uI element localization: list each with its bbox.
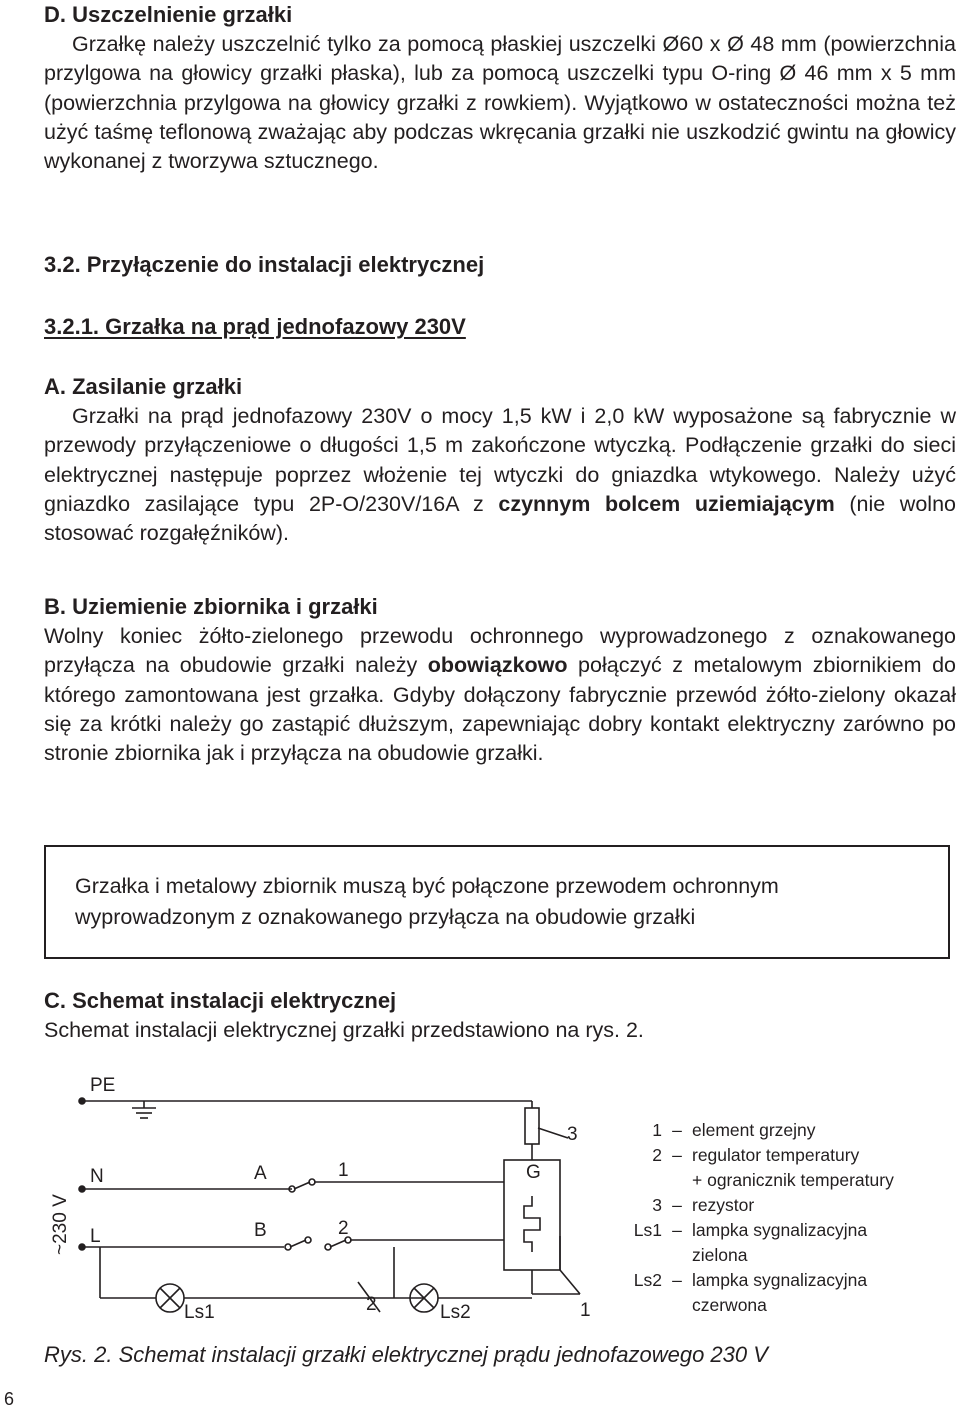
notice-box	[44, 845, 950, 959]
legend-item: Ls1 – lampka sygnalizacyjna	[633, 1220, 868, 1240]
section-c	[44, 986, 956, 1045]
section-b-text-bold: obowiązkowo	[427, 653, 568, 678]
section-d-heading: D. Uszczelnienie grzałki	[44, 2, 293, 27]
section-3-2-1-heading: 3.2.1. Grzałka na prąd jednofazowy 230V	[44, 314, 466, 339]
legend-item: 3 – rezystor	[652, 1195, 755, 1215]
notice-text	[75, 871, 779, 933]
section-3-2-heading: 3.2. Przyłączenie do instalacji elektrycznej	[44, 252, 485, 277]
legend-item-cont: zielona	[692, 1245, 748, 1265]
resistor-icon	[525, 1108, 539, 1144]
section-b-text-end: połączyć z metalowym zbiornikiem do którego zamontowana jest grzałka. Gdyby dołączony fabrycznie przewód żółto-zielony okazał się za krótki należy go zastąpić dłuższym, zapewniając dobry kontakt elektryczny zarówno po stronie zbiornika jak i przyłącza na obudowie grzałki.	[44, 653, 956, 766]
switch-b-label: B	[254, 1220, 267, 1241]
legend-item: Ls2 – lampka sygnalizacyjna	[633, 1270, 868, 1290]
resistor-leader	[538, 1128, 568, 1138]
legend-item: 1 – element grzejny	[652, 1120, 816, 1140]
heater-g-label: G	[526, 1162, 541, 1183]
section-b-paragraph	[44, 622, 956, 768]
notice-line-2: wyprowadzonym z oznakowanego przyłącza na obudowie grzałki	[75, 905, 696, 929]
notice-line-1: Grzałka i metalowy zbiornik muszą być połączone przewodem ochronnym	[75, 874, 779, 898]
heating-element-icon	[524, 1196, 540, 1252]
num-1-label: 1	[580, 1300, 591, 1321]
section-b-heading: B. Uziemienie zbiornika i grzałki	[44, 594, 378, 619]
switch-a-blade	[294, 1182, 310, 1189]
section-a-text-end: (nie wolno stosować rozgałęźników).	[44, 491, 956, 546]
section-c-paragraph: Schemat instalacji elektrycznej grzałki przedstawiono na rys. 2.	[44, 1018, 644, 1042]
switch-b-num: 2	[338, 1218, 349, 1239]
section-c-heading: C. Schemat instalacji elektrycznej	[44, 988, 397, 1013]
section-a-text-start: Grzałki na prąd jednofazowy 230V o mocy 1,5 kW i 2,0 kW wyposażone są fabrycznie w przewody przyłączeniowe o długości 1,5 m zakończone wtyczką. Podłączenie grzałki do sieci elektrycznej następuje poprzez włożenie tej wtyczki do gniazdka wtykowego. Należy użyć gniazdko zasilające typu 2P-O/230V/16A z	[44, 404, 956, 516]
ls1-label: Ls1	[184, 1302, 215, 1322]
section-a-heading: A. Zasilanie grzałki	[44, 374, 243, 399]
figure-caption: Rys. 2. Schemat instalacji grzałki elektrycznej prądu jednofazowego 230 V	[44, 1342, 768, 1367]
section-d	[44, 0, 956, 176]
pe-label: PE	[90, 1075, 116, 1096]
section-a-paragraph	[44, 402, 956, 548]
section-3-2-1	[44, 312, 956, 342]
section-a-text-bold: czynnym bolcem uziemiającym	[498, 491, 835, 516]
heater-leader-1	[560, 1270, 580, 1294]
section-3-2	[44, 250, 956, 280]
switch-a-num: 1	[338, 1160, 349, 1181]
wiring-diagram	[40, 1066, 600, 1322]
legend-item-cont: + ogranicznik temperatury	[692, 1170, 894, 1190]
section-b-text-start: Wolny koniec żółto-zielonego przewodu ochronnego wyprowadzonego z oznakowanego przyłącza na obudowie grzałki należy	[44, 624, 956, 678]
switch-a-label: A	[254, 1163, 267, 1184]
num-2-bottom-label: 2	[366, 1294, 377, 1315]
num-3-label: 3	[567, 1124, 578, 1145]
l-label: L	[90, 1226, 101, 1247]
page-number: 6	[4, 1389, 15, 1409]
n-label: N	[90, 1166, 104, 1187]
legend-item-cont: czerwona	[692, 1295, 767, 1315]
section-b	[44, 592, 956, 768]
ls2-label: Ls2	[440, 1302, 471, 1322]
supply-voltage-label: ~230 V	[50, 1194, 71, 1255]
ground-icon	[132, 1101, 156, 1118]
pe-terminal	[79, 1098, 85, 1104]
section-a	[44, 372, 956, 548]
diagram-legend	[620, 1118, 894, 1318]
section-d-paragraph: Grzałkę należy uszczelnić tylko za pomocą płaskiej uszczelki Ø60 x Ø 48 mm (powierzchnia przylgowa na głowicy grzałki płaska), lub za pomocą uszczelki typu O-ring Ø 46 mm x 5 mm (powierzchnia przylgowa na głowicy grzałki z rowkiem). Wyjątkowo w ostateczności można też użyć taśmę teflonową zważając aby podczas wkręcania grzałki nie uszkodzić gwintu na głowicy wykonanej z tworzywa sztucznego.	[44, 32, 956, 174]
legend-item: 2 – regulator temperatury	[652, 1145, 860, 1165]
